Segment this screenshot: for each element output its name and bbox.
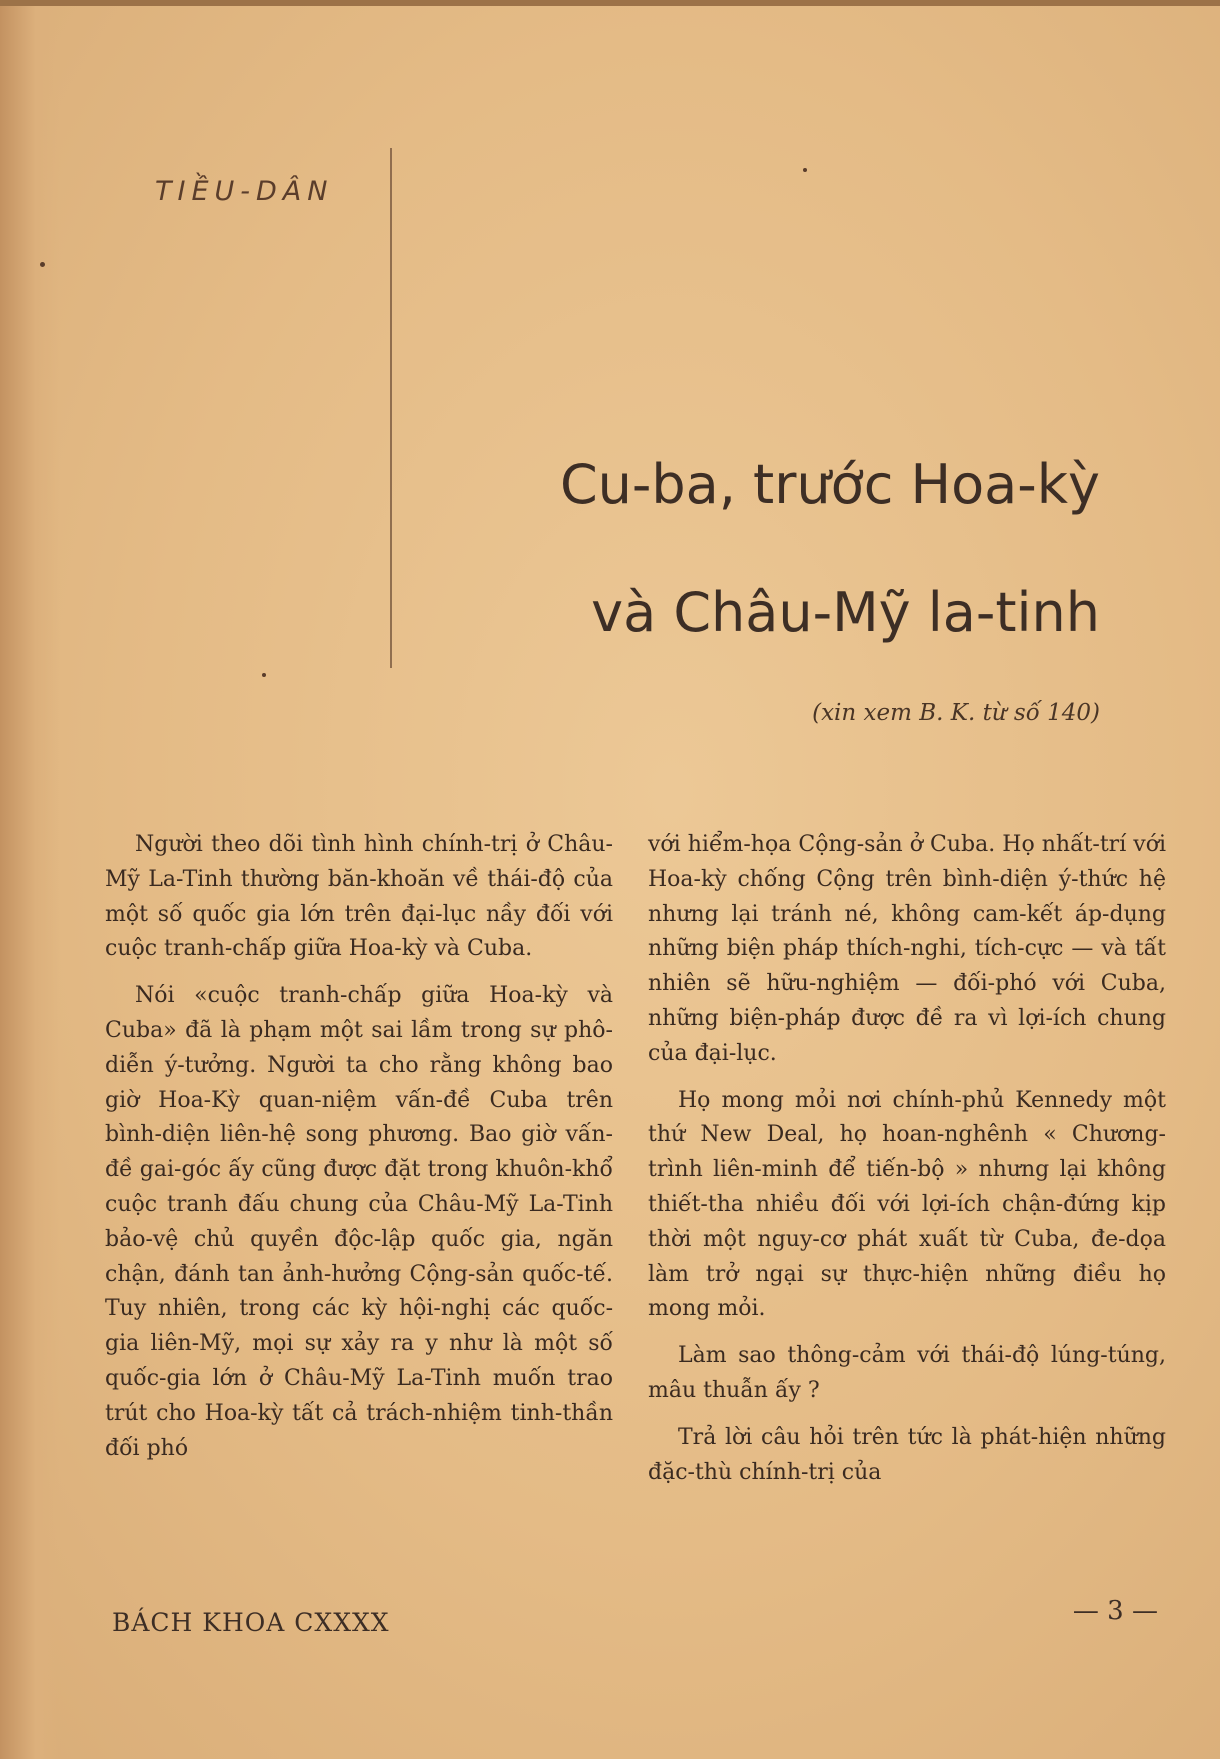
page-top-edge [0,0,1220,6]
worn-left-edge [0,0,60,1759]
vertical-rule [390,148,392,668]
paragraph: Họ mong mỏi nơi chính-phủ Kennedy một thứ New Deal, họ hoan-nghênh « Chương-trình liên-minh để tiến-bộ » nhưng lại không thiết-tha nhiều đối với lợi-ích chận-đứng kịp thời một nguy-cơ phát xuất từ Cuba, đe-dọa làm trở ngại sự thực-hiện những điều họ mong mỏi. [648,1087,1166,1322]
ink-speck [262,673,266,677]
paragraph: Người theo dõi tình hình chính-trị ở Châu-Mỹ La-Tinh thường băn-khoăn về thái-độ của một số quốc gia lớn trên đại-lục nầy đối với cuộc tranh-chấp giữa Hoa-kỳ và Cuba. [105,832,613,962]
ink-speck [803,168,807,172]
magazine-issue: BÁCH KHOA CXXXX [112,1608,390,1637]
author-name: TIỀU-DÂN [155,176,334,207]
title-line-2: và Châu-Mỹ la-tinh [591,581,1100,644]
page-number: — 3 — [1072,1596,1158,1626]
paragraph: với hiểm-họa Cộng-sản ở Cuba. Họ nhất-trí với Hoa-kỳ chống Cộng trên bình-diện ý-thức hệ nhưng lại tránh né, không cam-kết áp-dụng những biện pháp thích-nghi, tích-cực — và tất nhiên sẽ hữu-nghiệm — đối-phó với Cuba, những biện-pháp được đề ra vì lợi-ích chung của đại-lục. [648,832,1166,1066]
right-column [648,828,1166,1502]
article-reference: (xin xem B. K. từ số 140) [812,700,1100,726]
paragraph: Nói «cuộc tranh-chấp giữa Hoa-kỳ và Cuba» đã là phạm một sai lầm trong sự phô-diễn ý-tưởng. Người ta cho rằng không bao giờ Hoa-Kỳ quan-niệm vấn-đề Cuba trên bình-diện liên-hệ song phương. Bao giờ vấn-đề gai-góc ấy cũng được đặt trong khuôn-khổ cuộc tranh đấu chung của Châu-Mỹ La-Tinh bảo-vệ chủ quyền độc-lập quốc gia, ngăn chận, đánh tan ảnh-hưởng Cộng-sản quốc-tế. Tuy nhiên, trong các kỳ hội-nghị các quốc-gia liên-Mỹ, mọi sự xảy ra y như là một số quốc-gia lớn ở Châu-Mỹ La-Tinh muốn trao trút cho Hoa-kỳ tất cả trách-nhiệm tinh-thần đối phó [105,983,613,1461]
ink-speck [40,262,45,267]
paragraph: Làm sao thông-cảm với thái-độ lúng-túng, mâu thuẫn ấy ? [648,1343,1166,1403]
left-column [105,828,613,1478]
title-line-1: Cu-ba, trước Hoa-kỳ [559,453,1100,516]
paragraph: Trả lời câu hỏi trên tức là phát-hiện những đặc-thù chính-trị của [648,1424,1166,1485]
